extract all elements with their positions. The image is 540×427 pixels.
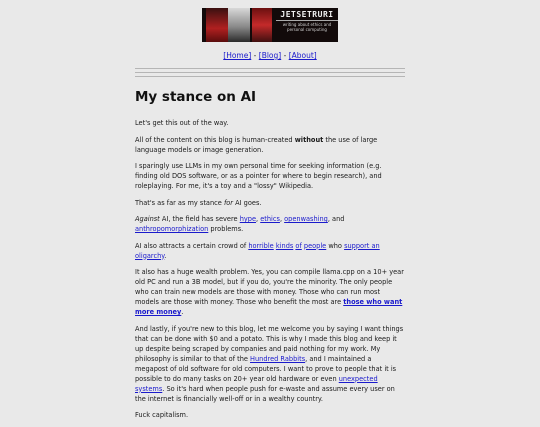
site-banner[interactable] [202,8,338,42]
link-those-who-want-more-money[interactable]: those who want more money [135,298,403,316]
divider-top [135,68,405,69]
text: That's as far as my stance [135,198,224,207]
post-title: My stance on AI [135,89,257,105]
link-of[interactable]: of [295,241,302,250]
nav-blog-link[interactable]: [Blog] [258,51,282,60]
paragraph-against [135,214,405,234]
text: And lastly, if you're new to this blog, let me welcome you by saying I want things that can be done with $0 and a potato. This is why I made this blog and keep it up despite being scraped by companies and paid nothing for my work. My philosophy is similar to that of the [135,324,404,363]
banner-art-middle [228,8,250,42]
paragraph-closing: Fuck capitalism. [135,411,189,419]
emphasis-without: without [294,135,324,144]
paragraph-personal-use: I sparingly use LLMs in my own personal time for seeking information (e.g. finding old DOS software, or as a pointer for where to begin research), and roleplaying. For me, it's a toy and a "lossy" Wikipedia. [135,162,382,190]
text: the use of large language models or image generation. [135,135,378,154]
text: problems. [208,225,244,233]
link-support-an-oligarchy[interactable]: support an oligarchy [135,241,380,260]
banner-art-left [206,8,228,42]
divider-bottom [135,76,405,77]
link-unexpected-systems[interactable]: unexpected systems [135,374,378,393]
text: AI goes. [233,198,262,207]
text: , [256,215,261,223]
text: who [326,241,345,250]
link-people[interactable]: people [303,241,327,250]
text: . [181,308,184,316]
text: . [164,251,167,260]
emphasis-for: for [223,198,234,207]
text: , and [327,215,345,223]
link-openwashing[interactable]: openwashing [284,215,328,223]
link-ethics[interactable]: ethics [260,215,280,223]
site-name: JETSETRURI [276,10,338,21]
paragraph-intro: Let's get this out of the way. [135,119,229,127]
banner-art-right [252,8,272,42]
nav-separator: - [281,51,289,60]
text: , and I maintained a megapost of old software for old computers. I want to prove to people that it is possible to do many tasks on 20+ year old hardware or even [135,354,397,383]
paragraph-crowd [135,241,405,261]
paragraph-wealth [135,267,405,317]
divider-middle [135,72,405,73]
text: All of the content on this blog is human-created [135,135,295,144]
paragraph-stance-for [135,198,405,208]
text: It also has a huge wealth problem. Yes, you can compile llama.cpp on a 10+ year old PC and run a 3B model, but if you do, you're the minority. The only people who can train new models are those with money. Those who can run most models are those with money. Those who benefit the most are [135,268,404,306]
link-hundred-rabbits[interactable]: Hundred Rabbits [250,354,306,363]
site-tagline: writing about ethics and personal computing [282,22,332,32]
paragraph-human-created [135,135,405,155]
text: , [279,215,285,223]
text: AI, the field has severe [159,215,240,223]
text: AI also attracts a certain crowd of [135,241,249,250]
nav-separator: - [251,51,259,60]
link-kinds[interactable]: kinds [275,241,294,250]
paragraph-philosophy [135,324,405,404]
emphasis-against: Against [135,215,160,223]
nav-home-link[interactable]: [Home] [223,51,252,60]
nav-about-link[interactable]: [About] [288,51,317,60]
link-anthropomorphization[interactable]: anthropomorphization [135,225,209,233]
top-nav [0,51,540,60]
text: . So it's hard when people push for e-waste and assume every user on the internet is financially well-off or in a wealthy country. [135,384,395,403]
link-hype[interactable]: hype [239,215,257,223]
link-horrible[interactable]: horrible [248,241,274,250]
post-content [135,88,405,427]
